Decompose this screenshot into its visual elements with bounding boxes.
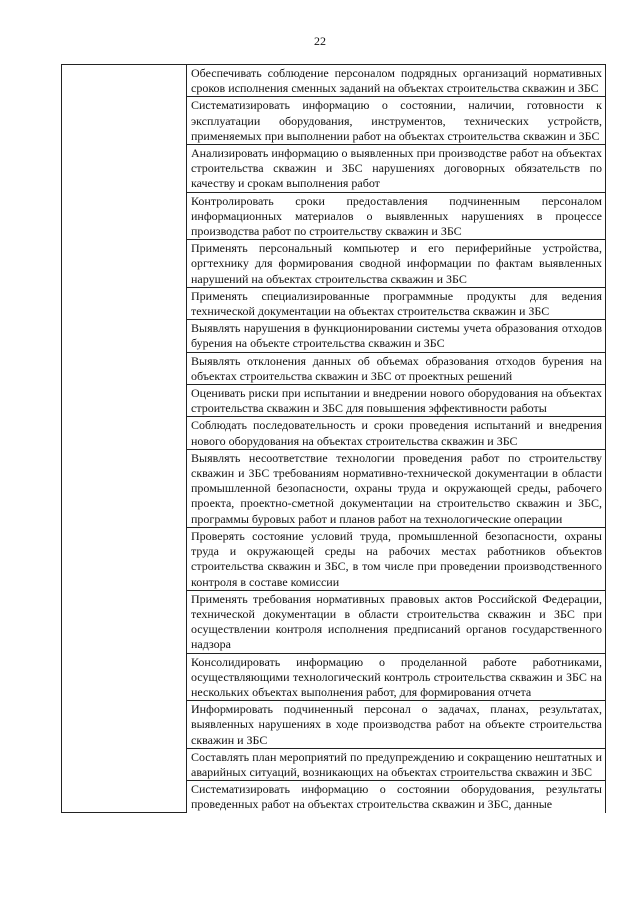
table-cell <box>187 192 606 240</box>
cell-text: Контролировать сроки предоставления подчиненным персоналом информационных материалов о выявленных нарушениях в процессе производства работ по строительству скважин и ЗБС <box>191 193 602 239</box>
cell-text: Выявлять несоответствие технологии проведения работ по строительству скважин и ЗБС требованиям нормативно-технической документации в области промышленной безопасности, охраны труда и окружающей среды, рабочего проекта, проектно-сметной документации на строительство скважин и ЗБС, программы буровых работ и планов работ на технологические операции <box>191 450 602 526</box>
cell-text: Применять требования нормативных правовых актов Российской Федерации, технической документации в области строительства скважин и ЗБС при осуществлении контроля исполнения предписаний органов государственного надзора <box>191 591 602 652</box>
cell-text: Анализировать информацию о выявленных при производстве работ на объектах строительства скважин и ЗБС нарушениях договорных обязательств по качеству и срокам выполнения работ <box>191 146 602 191</box>
table-cell <box>187 449 606 527</box>
table-cell <box>187 287 606 319</box>
table-cell <box>187 352 606 384</box>
table-cell <box>187 97 606 145</box>
table-row <box>62 65 606 97</box>
table-cell <box>187 417 606 449</box>
cell-text: Выявлять отклонения данных об объемах образования отходов бурения на объектах строительства скважин и ЗБС от проектных решений <box>191 353 602 383</box>
page-number: 22 <box>314 34 326 48</box>
cell-text: Консолидировать информацию о проделанной работе работниками, осуществляющими технологический контроль строительства скважин и ЗБС на нескольких объектах выполнения работ, для формирования отчета <box>191 654 602 699</box>
cell-text: Систематизировать информацию о состоянии оборудования, результаты проведенных работ на объектах строительства скважин и ЗБС, данные <box>191 782 602 812</box>
table-cell <box>187 145 606 193</box>
cell-text: Проверять состояние условий труда, промышленной безопасности, охраны труда и окружающей среды на рабочих местах работников объектов строительства скважин и ЗБС, в том числе при проведении производственного контроля в составе комиссии <box>191 528 602 589</box>
cell-text: Оценивать риски при испытании и внедрении нового оборудования на объектах строительства скважин и ЗБС для повышения эффективности работы <box>191 386 602 416</box>
skills-table <box>61 64 606 813</box>
cell-text: Применять специализированные программные продукты для ведения технической документации на объектах строительства скважин и ЗБС <box>191 288 602 319</box>
left-merged-cell <box>62 65 187 813</box>
cell-text: Информировать подчиненный персонал о задачах, планах, результатах, выявленных нарушениях в ходе производства работ на объекте строительства скважин и ЗБС <box>191 702 602 747</box>
table-cell <box>187 65 606 97</box>
table-cell <box>187 748 606 780</box>
cell-text: Соблюдать последовательность и сроки проведения испытаний и внедрения нового оборудования на объектах строительства скважин и ЗБС <box>191 418 602 448</box>
cell-text: Составлять план мероприятий по предупреждению и сокращению нештатных и аварийных ситуаций, возникающих на объектах строительства скважин и ЗБС <box>191 749 602 779</box>
table-cell <box>187 653 606 701</box>
table-cell <box>187 385 606 417</box>
table-cell <box>187 701 606 749</box>
table-cell <box>187 590 606 653</box>
table-cell <box>187 527 606 590</box>
table-cell <box>187 781 606 813</box>
cell-text: Выявлять нарушения в функционировании системы учета образования отходов бурения на объекте строительства скважин и ЗБС <box>191 321 602 351</box>
cell-text: Систематизировать информацию о состоянии, наличии, готовности к эксплуатации оборудования, инструментов, технических устройств, применяемых при выполнении работ на объектах строительства скважин и ЗБС <box>191 98 602 143</box>
cell-text: Обеспечивать соблюдение персоналом подрядных организаций нормативных сроков исполнения сменных заданий на объектах строительства скважин и ЗБС <box>191 66 602 96</box>
cell-text: Применять персональный компьютер и его периферийные устройства, оргтехнику для формирования сводной информации по фактам выявленных нарушений на объектах строительства скважин и ЗБС <box>191 241 602 286</box>
table-cell <box>187 240 606 288</box>
table-cell <box>187 320 606 352</box>
